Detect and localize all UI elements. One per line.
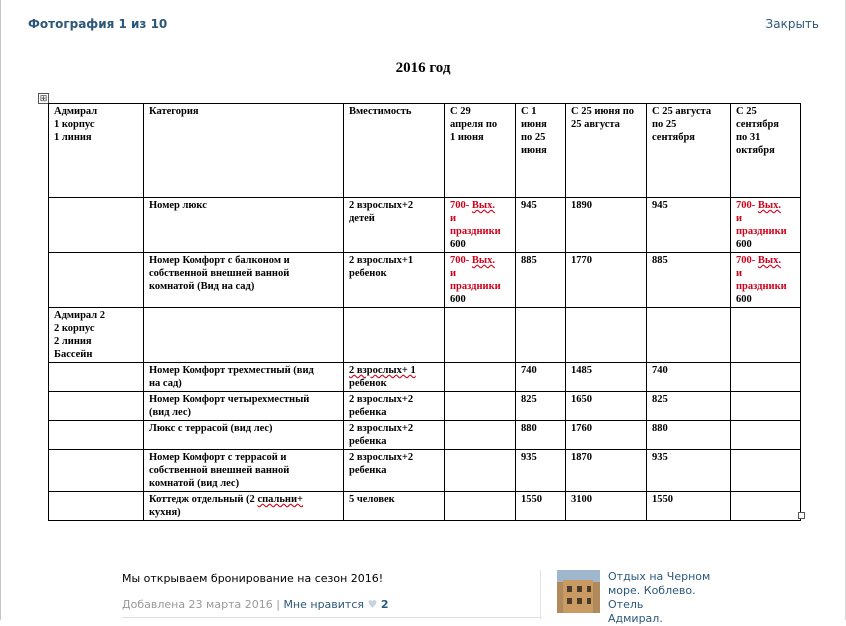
hotel-photo-icon	[557, 570, 600, 613]
capacity-cell: 2 взрослых+2 ребенка	[344, 421, 445, 450]
hotel-cell: Адмирал 2 2 корпус 2 линия Бассейн	[49, 308, 144, 363]
price-cell: 1650	[566, 392, 647, 421]
table-row	[49, 492, 801, 521]
heart-icon[interactable]: ♥	[367, 598, 378, 611]
header-period-2-cell: С 1 июня по 25 июня	[516, 104, 566, 198]
viewer-left-border	[0, 0, 1, 620]
price-cell: 825	[516, 392, 566, 421]
price-cell: 880	[647, 421, 731, 450]
photo-counter: Фотография 1 из 10	[28, 17, 168, 31]
capacity-cell: 2 взрослых+ 1 ребенок	[344, 363, 445, 392]
header-period-1-cell: С 29 апреля по 1 июня	[445, 104, 516, 198]
price-cell: 700- Вых. и праздники 600	[731, 253, 801, 308]
capacity-cell: 2 взрослых+2 детей	[344, 198, 445, 253]
price-cell: 1550	[647, 492, 731, 521]
document-title: 2016 год	[395, 60, 451, 76]
album-thumbnail[interactable]	[557, 570, 600, 613]
price-cell: 700- Вых. и праздники 600	[445, 253, 516, 308]
section-row	[49, 308, 801, 363]
category-cell: Коттедж отдельный (2 спальни+ кухня)	[144, 492, 344, 521]
price-cell: 885	[516, 253, 566, 308]
table-row	[49, 450, 801, 492]
meta-separator: |	[276, 598, 280, 611]
price-cell: 1870	[566, 450, 647, 492]
price-cell: 1485	[566, 363, 647, 392]
category-cell: Номер Комфорт трехместный (вид на сад)	[144, 363, 344, 392]
price-cell: 3100	[566, 492, 647, 521]
table-resize-handle-icon	[798, 512, 805, 519]
caption-divider	[122, 617, 542, 618]
price-cell: 1890	[566, 198, 647, 253]
header-category-cell: Категория	[144, 104, 344, 198]
price-cell: 1760	[566, 421, 647, 450]
header-period-3-cell: С 25 июня по 25 августа	[566, 104, 647, 198]
table-row	[49, 363, 801, 392]
hotel-cell	[49, 198, 144, 253]
table-row	[49, 198, 801, 253]
price-cell: 740	[516, 363, 566, 392]
photo-meta	[122, 598, 389, 611]
price-cell: 700- Вых. и праздники 600	[445, 198, 516, 253]
price-cell: 1550	[516, 492, 566, 521]
price-table	[48, 103, 801, 521]
price-cell: 825	[647, 392, 731, 421]
close-link[interactable]: Закрыть	[765, 17, 819, 31]
header-period-5-cell: С 25 сентября по 31 октября	[731, 104, 801, 198]
capacity-cell: 5 человек	[344, 492, 445, 521]
price-cell: 880	[516, 421, 566, 450]
category-cell: Номер Комфорт с балконом и собственной внешней ванной комнатой (Вид на сад)	[144, 253, 344, 308]
capacity-cell: 2 взрослых+2 ребенка	[344, 450, 445, 492]
price-cell: 700- Вых. и праздники 600	[731, 198, 801, 253]
photo-caption: Мы открываем бронирование на сезон 2016!	[122, 572, 384, 585]
category-cell: Номер Комфорт четырехместный (вид лес)	[144, 392, 344, 421]
table-row	[49, 392, 801, 421]
table-row	[49, 421, 801, 450]
like-button[interactable]: Мне нравится	[283, 598, 365, 611]
added-date: Добавлена 23 марта 2016	[122, 598, 273, 611]
price-cell: 945	[516, 198, 566, 253]
price-cell: 885	[647, 253, 731, 308]
category-cell: Номер Комфорт с террасой и собственной внешней ванной комнатой (вид лес)	[144, 450, 344, 492]
price-cell: 935	[647, 450, 731, 492]
price-cell: 1770	[566, 253, 647, 308]
header-hotel-cell: Адмирал 1 корпус 1 линия	[49, 104, 144, 198]
category-cell: Люкс с террасой (вид лес)	[144, 421, 344, 450]
price-cell: 740	[647, 363, 731, 392]
table-row	[49, 253, 801, 308]
table-header-row	[49, 104, 801, 198]
hotel-cell	[49, 253, 144, 308]
price-cell: 935	[516, 450, 566, 492]
capacity-cell: 2 взрослых+1 ребенок	[344, 253, 445, 308]
album-link[interactable]: Отдых на Черном море. Коблево. Отель Адмирал.	[608, 570, 711, 625]
capacity-cell: 2 взрослых+2 ребенка	[344, 392, 445, 421]
category-cell: Номер люкс	[144, 198, 344, 253]
like-count: 2	[380, 598, 389, 611]
header-period-4-cell: С 25 августа по 25 сентября	[647, 104, 731, 198]
price-cell: 945	[647, 198, 731, 253]
table-move-handle-icon: ⊞	[39, 93, 48, 103]
column-divider	[540, 570, 541, 620]
header-capacity-cell: Вместимость	[344, 104, 445, 198]
